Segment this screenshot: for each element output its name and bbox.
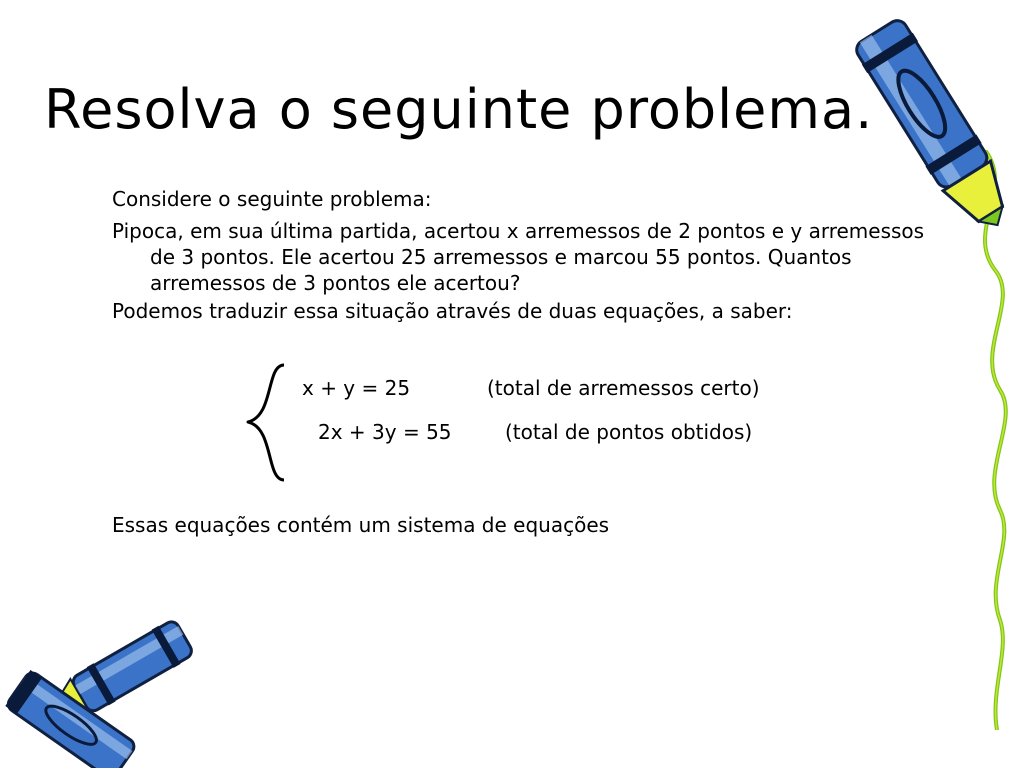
equation-2-note: (total de pontos obtidos) — [505, 420, 753, 444]
slide-title: Resolva o seguinte problema. — [44, 78, 874, 141]
problem-text: Pipoca, em sua última partida, acertou x arremessos de 2 pontos e y arremessos de 3 pontos. Ele acertou 25 arremessos e marcou 55 pontos. Quantos arremessos de 3 pontos ele acertou? — [112, 219, 925, 295]
equation-2: 2x + 3y = 55 — [318, 420, 452, 444]
equation-1-note: (total de arremessos certo) — [487, 376, 760, 400]
translate-text: Podemos traduzir essa situação através de duas equações, a saber: — [112, 299, 793, 323]
conclusion-text: Essas equações contém um sistema de equações — [112, 513, 610, 537]
equation-1: x + y = 25 — [302, 376, 411, 400]
crayons-icon — [0, 615, 210, 768]
crayon-icon — [855, 5, 1015, 245]
curly-brace-icon — [240, 360, 290, 485]
intro-text: Considere o seguinte problema: — [112, 187, 432, 211]
